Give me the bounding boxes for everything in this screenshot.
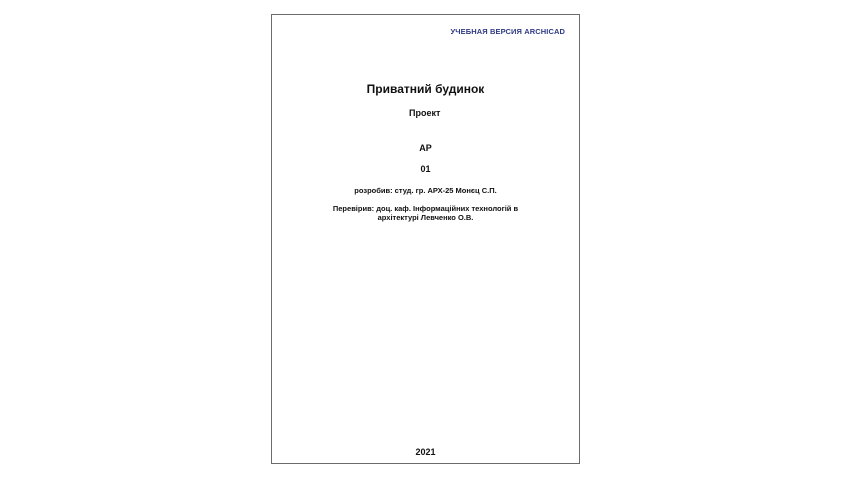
checked-by — [272, 204, 579, 222]
watermark: УЧЕБНАЯ ВЕРСИЯ ARCHICAD — [450, 27, 565, 36]
document-title: Приватний будинок — [366, 82, 485, 96]
sheet-number: 01 — [420, 164, 431, 174]
checked-by-line-1: Перевірив: доц. каф. Інформаційних технологій в — [332, 204, 519, 213]
title-sheet — [271, 14, 580, 464]
checked-by-line-2: архітектурі Левченко О.В. — [377, 213, 474, 222]
developed-by: розробив: студ. гр. АРХ-25 Монєц С.П. — [354, 186, 497, 195]
year: 2021 — [415, 447, 436, 457]
section-code: АР — [419, 143, 432, 153]
document-subtitle: Проект — [409, 108, 441, 118]
